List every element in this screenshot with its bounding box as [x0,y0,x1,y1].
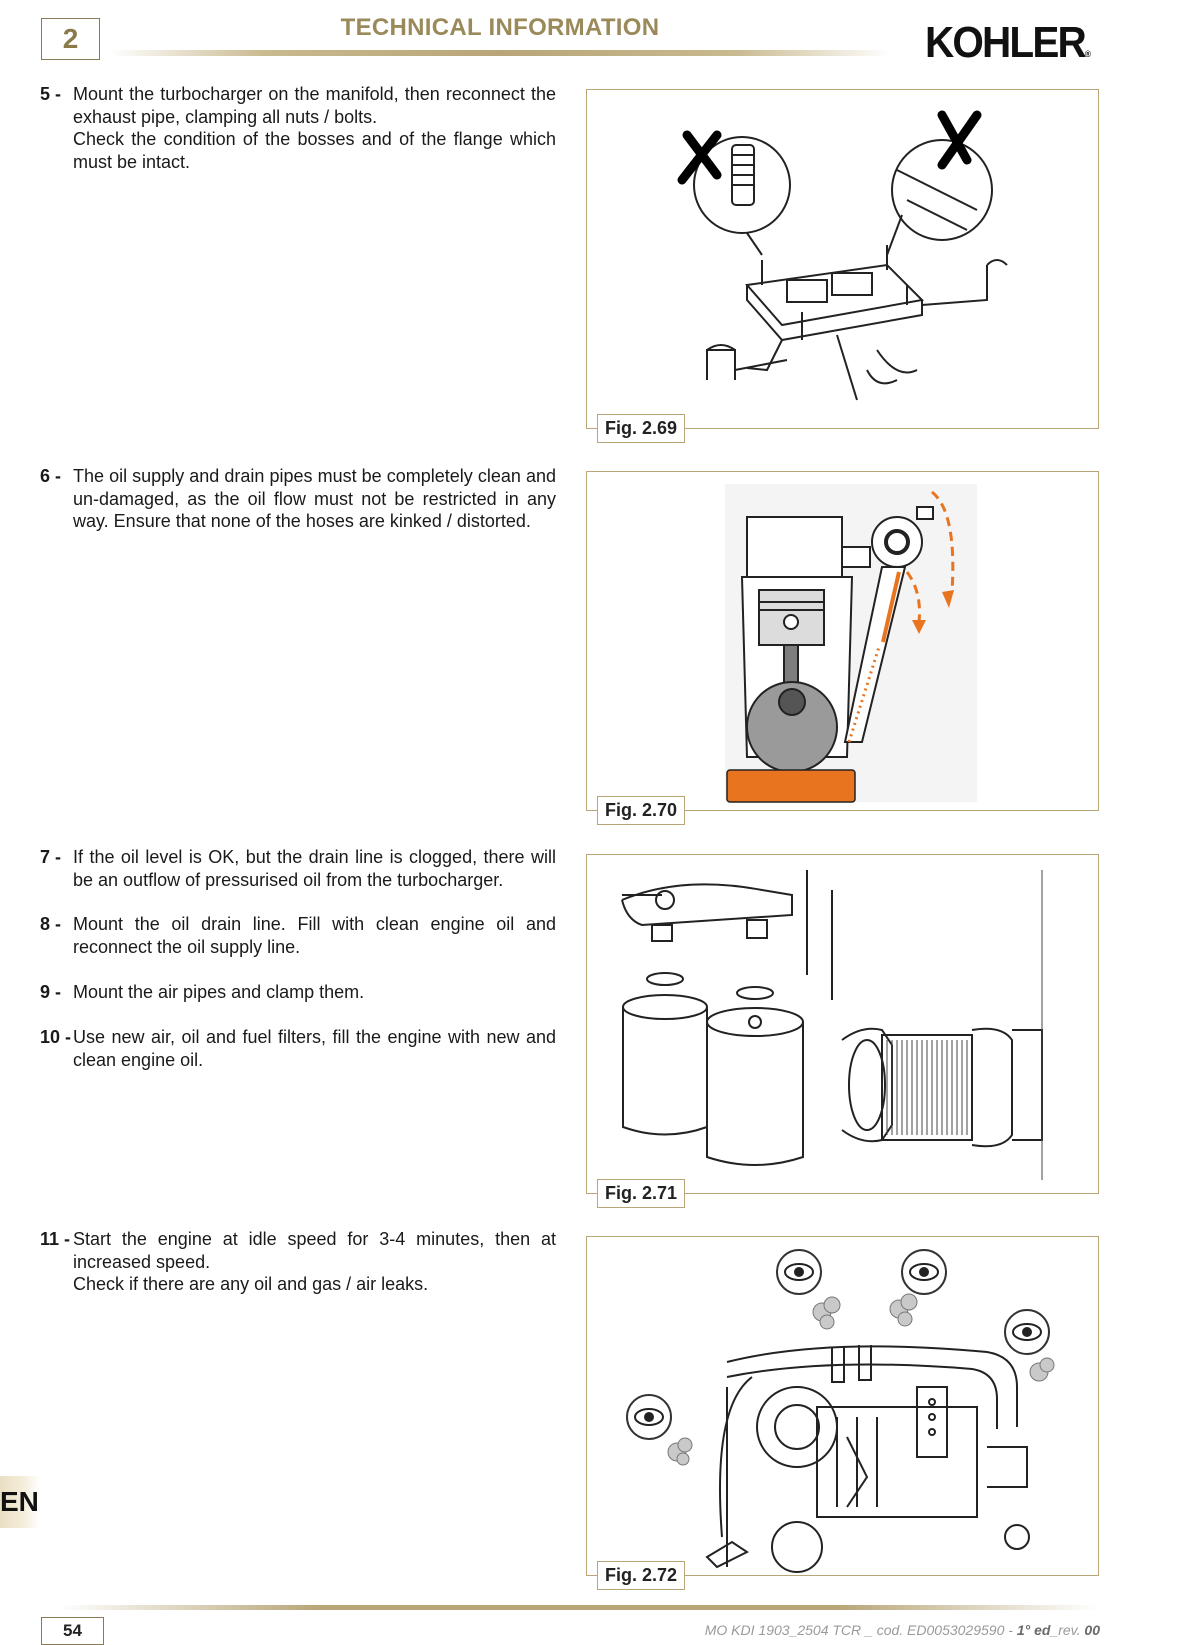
document-reference [705,1622,1100,1638]
leak-check-illustration [587,1237,1100,1577]
chapter-number: 2 [41,18,100,60]
logo-registered-mark: ® [1084,49,1091,59]
step-text: Mount the air pipes and clamp them. [73,982,365,1002]
page-title: TECHNICAL INFORMATION [340,14,660,41]
header-divider [110,50,890,56]
step-number: 5 - [40,84,62,104]
leak-inspection-eye-icons [627,1250,1049,1439]
step-number: 6 - [40,466,62,486]
step-number: 9 - [40,982,62,1002]
language-label: EN [0,1486,39,1517]
step-number: 10 - [40,1027,72,1047]
filters-illustration [587,855,1100,1195]
figure-caption: Fig. 2.72 [597,1561,685,1590]
step-text: Check if there are any oil and gas / air leaks. [73,1274,429,1294]
step-number: 11 - [40,1229,71,1249]
edition: 1° ed [1016,1622,1051,1638]
step-text: Mount the turbocharger on the manifold, then reconnect the exhaust pipe, clamping all nuts / bolts. [73,84,556,127]
step-text: Check the condition of the bosses and of the flange which must be intact. [73,129,556,172]
doc-code: MO KDI 1903_2504 TCR _ cod. ED0053029590 - [704,1622,1017,1638]
step-8 [40,913,556,958]
figure-caption: Fig. 2.69 [597,414,685,443]
revision-number: 00 [1084,1622,1100,1638]
step-number: 8 - [40,914,62,934]
logo-text: KOHLER [925,18,1085,67]
step-text: If the oil level is OK, but the drain line is clogged, there will be an outflow of pressurised oil from the turbocharger. [73,847,556,890]
figure-filters [586,854,1099,1203]
step-text: The oil supply and drain pipes must be completely clean and un-damaged, as the oil flow must not be restricted in any way. Ensure that none of the hoses are kinked / distorted. [73,466,556,531]
step-10 [40,1026,556,1071]
step-text: Mount the oil drain line. Fill with clean engine oil and reconnect the oil supply line. [73,914,556,957]
step-6 [40,465,556,533]
page-number: 54 [41,1617,104,1645]
figure-manifold-flange [586,89,1099,438]
step-text: Start the engine at idle speed for 3-4 minutes, then at increased speed. [73,1229,556,1272]
oil-flow-illustration [587,472,1100,812]
figure-leak-check [586,1236,1099,1585]
step-text: Use new air, oil and fuel filters, fill the engine with new and clean engine oil. [73,1027,556,1070]
step-7 [40,846,556,891]
step-9 [40,981,556,1004]
step-5 [40,83,556,173]
manifold-flange-illustration [587,90,1100,430]
revision-label: _rev. [1050,1622,1085,1638]
figure-caption: Fig. 2.71 [597,1179,685,1208]
kohler-logo [925,18,1091,68]
figure-caption: Fig. 2.70 [597,796,685,825]
footer-divider [58,1605,1098,1610]
step-number: 7 - [40,847,62,867]
language-tab [0,1476,40,1528]
step-11 [40,1228,556,1296]
figure-oil-flow [586,471,1099,820]
